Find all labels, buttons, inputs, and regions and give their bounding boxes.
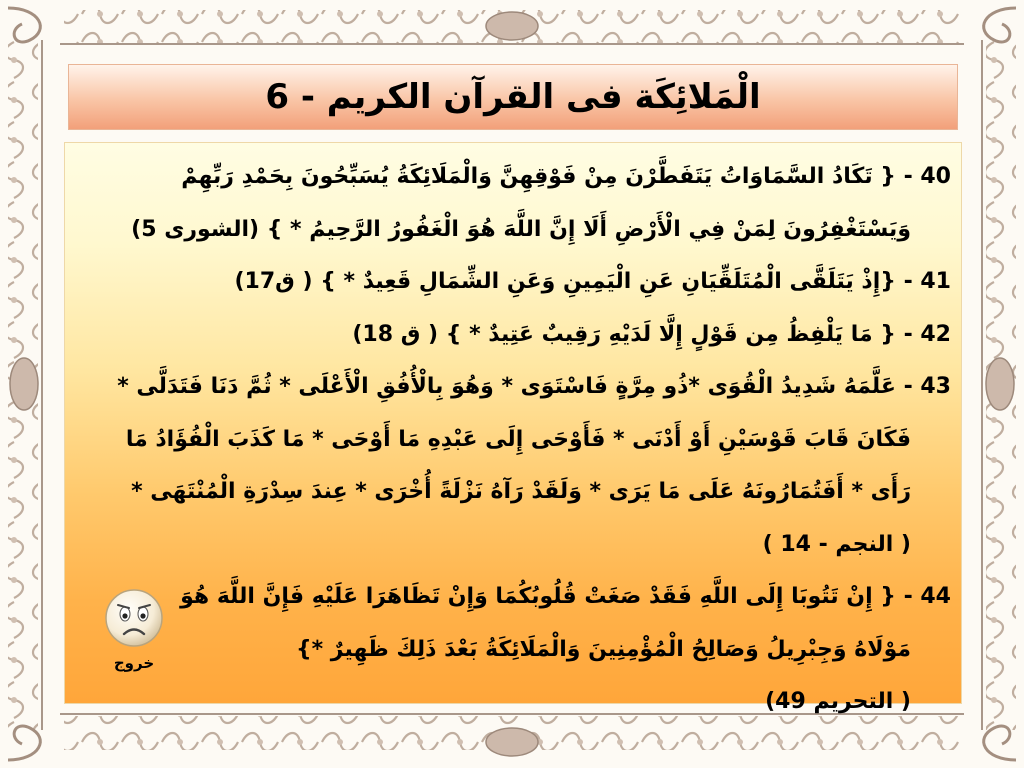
exit-label: خروج [113,654,155,672]
verse-line: رَأَى * أَفَتُمَارُونَهُ عَلَى مَا يَرَى * وَلَقَدْ رَآهُ نَزْلَةً أُخْرَى * عِندَ سِدْرَةِ الْمُنْتَهَى * [131,479,911,504]
verse-line: 42 - { مَا يَلْفِظُ مِن قَوْلٍ إِلَّا لَدَيْهِ رَقِيبٌ عَتِيدٌ * } ( ق 18) [352,321,951,347]
verse-line: مَوْلَاهُ وَجِبْرِيلُ وَصَالِحُ الْمُؤْمِنِينَ وَالْمَلَائِكَةُ بَعْدَ ذَلِكَ ظَهِيرٌ *} [295,636,911,662]
verse-line: 41 - {إِذْ يَتَلَقَّى الْمُتَلَقِّيَانِ عَنِ الْيَمِينِ وَعَنِ الشِّمَالِ قَعِيدٌ * } ( ق17) [234,269,951,294]
page-title: الْمَلائِكَة فى القرآن الكريم - 6 [265,77,761,117]
verse-line: 40 - { تَكَادُ السَّمَاوَاتُ يَتَفَطَّرْنَ مِنْ فَوْقِهِنَّ وَالْمَلَائِكَةُ يُسَبِّحُونَ بِحَمْدِ رَبِّهِمْ [181,164,951,189]
verse-line: ( النجم - 14 ) [762,531,911,557]
exit-button[interactable] [100,588,168,686]
verse-line: 44 - { إِنْ تَتُوبَا إِلَى اللَّهِ فَقَدْ صَغَتْ قُلُوبُكُمَا وَإِنْ تَظَاهَرَا عَلَيْهِ فَإِنَّ اللَّهَ هُوَ [180,584,951,609]
title-bar [68,64,958,130]
verses-list [75,151,951,729]
verse-line: فَكَانَ قَابَ قَوْسَيْنِ أَوْ أَدْنَى * فَأَوْحَى إِلَى عَبْدِهِ مَا أَوْحَى * مَا كَذَبَ الْفُؤَادُ مَا [125,426,911,452]
verse-line: وَيَسْتَغْفِرُونَ لِمَنْ فِي الْأَرْضِ أَلَا إِنَّ اللَّهَ هُوَ الْغَفُورُ الرَّحِيمُ * } (الشورى 5) [131,216,911,242]
verse-line: ( التحريم 49) [765,689,911,714]
verses-panel [64,142,962,714]
sad-face-icon [104,588,164,648]
verse-line: 43 - عَلَّمَهُ شَدِيدُ الْقُوَى *ذُو مِرَّةٍ فَاسْتَوَى * وَهُوَ بِالْأُفُقِ الْأَعْلَى * ثُمَّ دَنَا فَتَدَلَّى * [117,374,951,399]
